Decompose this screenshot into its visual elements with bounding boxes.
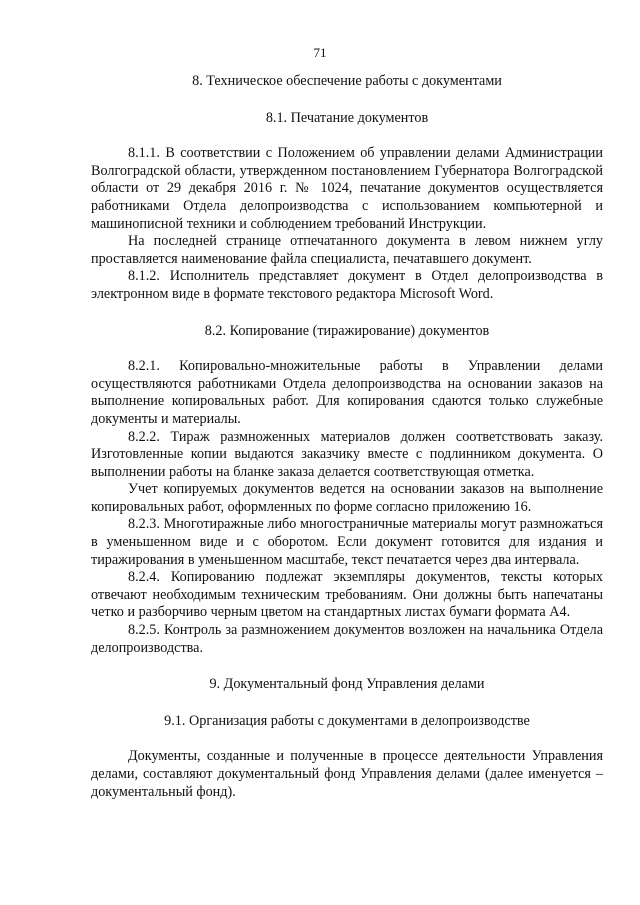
paragraph-8-2-2-continued: Учет копируемых документов ведется на основании заказов на выполнение копировальных работ, оформленных по форме согласно приложению 16. (91, 481, 603, 515)
paragraph-8-2-1: 8.2.1. Копировально-множительные работы в Управлении делами осуществляются работниками Отдела делопроизводства на основании заказов на выполнение копировальных работ. Для копирования сдаются только служебные документы и материалы. (91, 358, 603, 427)
section-8-heading: 8. Техническое обеспечение работы с документами (192, 73, 502, 89)
paragraph-8-1-1: 8.1.1. В соответствии с Положением об управлении делами Администрации Волгоградской области, утвержденном постановлением Губернатора Волгоградской области от 29 декабря 2016 г. № 1024, печатание документов осуществляется работниками Отдела делопроизводства с использованием компьютерной и машинописной техники и соблюдением требований Инструкции. (91, 145, 603, 232)
section-8-1-heading: 8.1. Печатание документов (265, 109, 429, 126)
paragraph-8-2-2: 8.2.2. Тираж размноженных материалов должен соответствовать заказу. Изготовленные копии выдаются заказчику вместе с подлинником документа. О выполнении работы на бланке заказа делается соответствующая отметка. (91, 428, 603, 480)
paragraph-8-2-3: 8.2.3. Многотиражные либо многостраничные материалы могут размножаться в уменьшенном виде и с оборотом. Если документ готовится для издания и тиражирования в уменьшенном масштабе, текст печатается через два интервала. (91, 516, 603, 568)
paragraph-8-2-5: 8.2.5. Контроль за размножением документов возложен на начальника Отдела делопроизводства. (91, 622, 603, 656)
section-8-2-heading: 8.2. Копирование (тиражирование) документов (204, 322, 490, 339)
page-number: 71 (313, 45, 327, 60)
document-body (91, 70, 603, 801)
paragraph-8-2-4: 8.2.4. Копированию подлежат экземпляры документов, тексты которых отвечают необходимым техническим требованиям. Они должны быть напечатаны четко и разборчиво черным цветом на стандартных листах бумаги формата А4. (91, 569, 603, 621)
section-9-heading: 9. Документальный фонд Управления делами (209, 676, 485, 693)
paragraph-9-1: Документы, созданные и полученные в процессе деятельности Управления делами, составляют документальный фонд Управления делами (далее именуется – документальный фонд). (91, 748, 603, 800)
section-9-1-heading: 9.1. Организация работы с документами в делопроизводстве (164, 712, 530, 729)
paragraph-8-1-2: 8.1.2. Исполнитель представляет документ в Отдел делопроизводства в электронном виде в формате текстового редактора Microsoft Word. (91, 268, 603, 302)
paragraph-8-1-1-continued: На последней странице отпечатанного документа в левом нижнем углу проставляется наименование файла специалиста, печатавшего документ. (91, 233, 603, 267)
